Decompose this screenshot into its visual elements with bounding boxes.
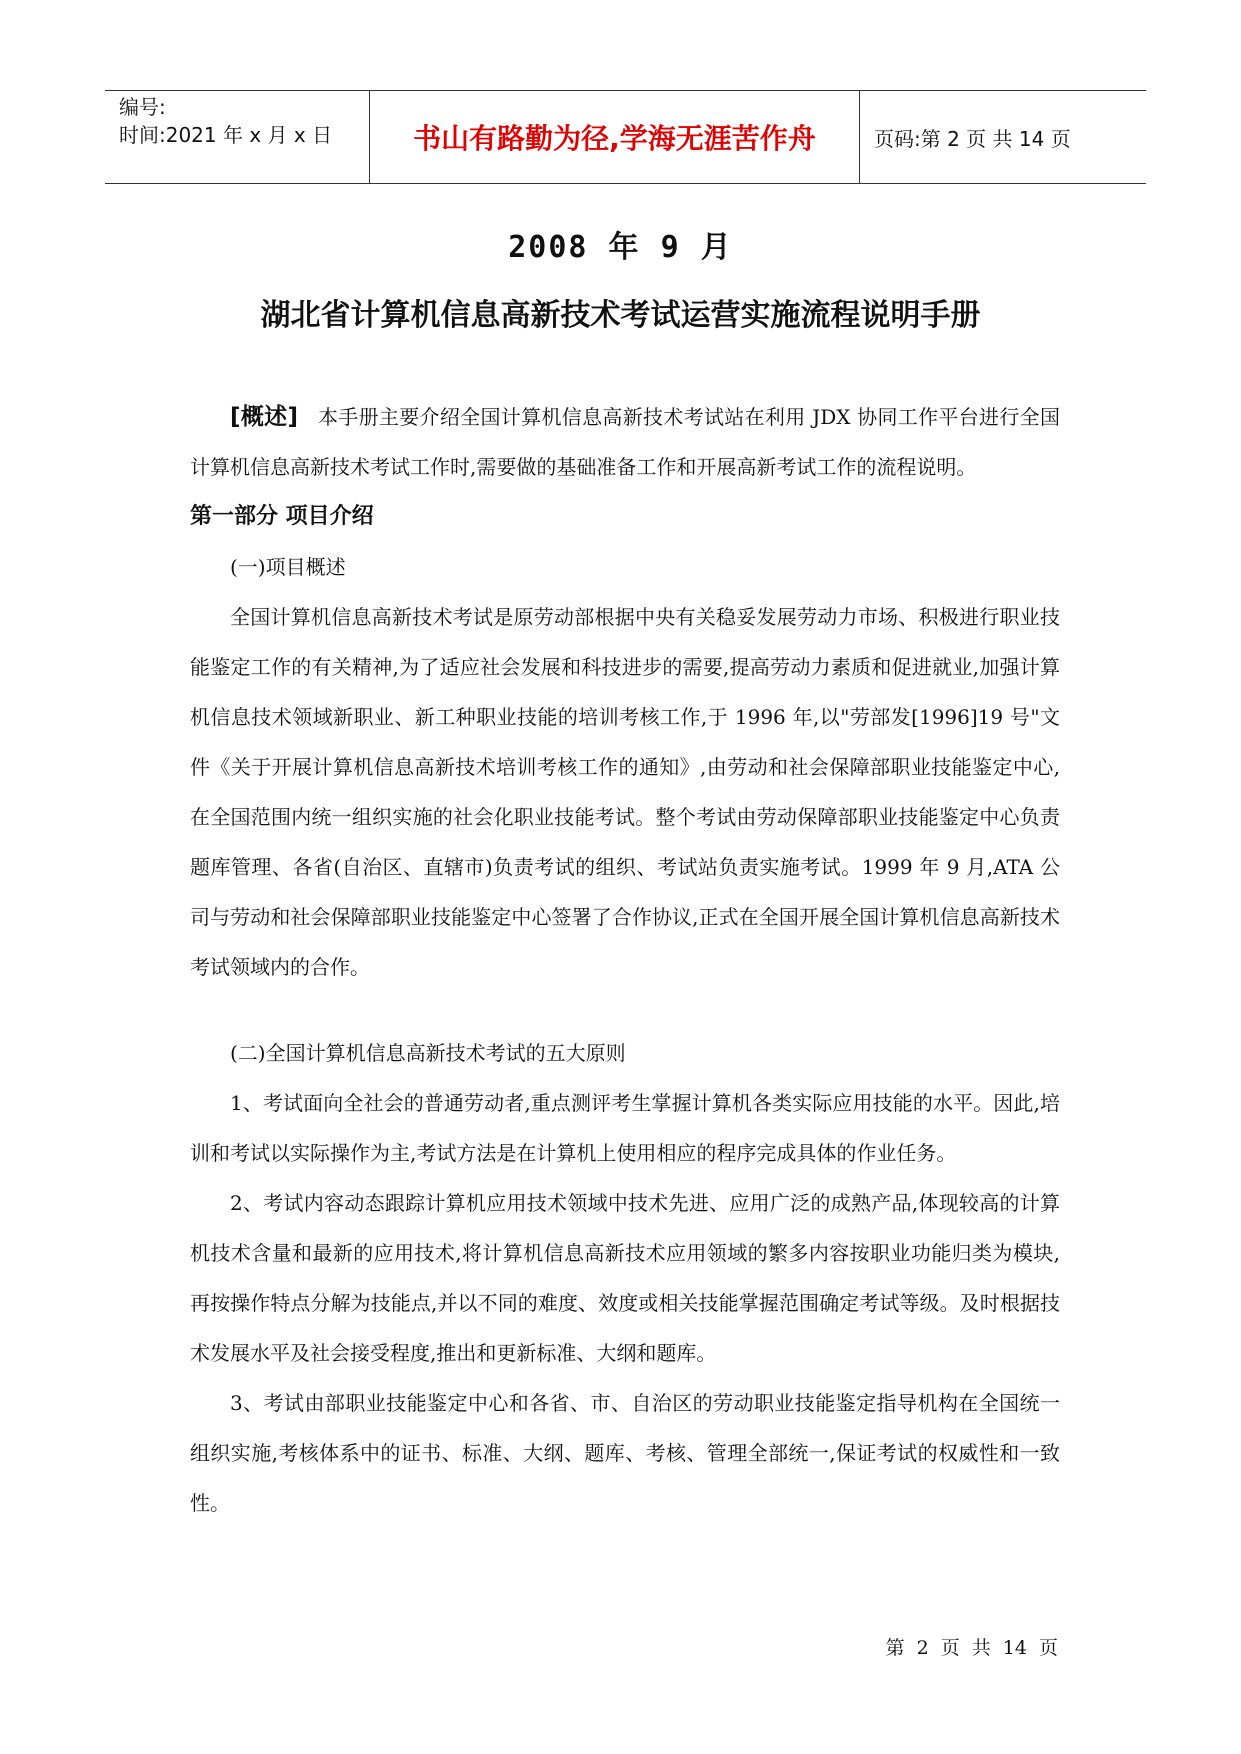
header-motto: 书山有路勤为径,学海无涯苦作舟 — [370, 91, 860, 183]
date-title: 2008 年 9 月 — [508, 230, 733, 265]
header-number-label: 编号: — [119, 95, 166, 119]
page-footer: 第 2 页 共 14 页 — [885, 1637, 1058, 1659]
spacer — [190, 992, 1060, 1028]
header-info-cell — [105, 91, 370, 183]
header-page-code: 页码:第 2 页 共 14 页 — [874, 126, 1071, 151]
sec2-heading: (二)全国计算机信息高新技术考试的五大原则 — [230, 1041, 626, 1065]
page-header — [105, 90, 1146, 184]
overview-label: [概述] — [230, 404, 298, 430]
part1-title: 第一部分 项目介绍 — [190, 504, 374, 529]
sec1-heading: (一)项目概述 — [230, 555, 346, 579]
principle-2: 2、考试内容动态跟踪计算机应用技术领域中技术先进、应用广泛的成熟产品,体现较高的计算机技术含量和最新的应用技术,将计算机信息高新技术应用领域的繁多内容按职业功能归类为模块,再按操作特点分解为技能点,并以不同的难度、效度或相关技能掌握范围确定考试等级。及时根据技术发展水平及社会接受程度,推出和更新标准、大纲和题库。 — [190, 1191, 1060, 1365]
header-time: 时间:2021 年 x 月 x 日 — [119, 123, 333, 147]
sec1-paragraph: 全国计算机信息高新技术考试是原劳动部根据中央有关稳妥发展劳动力市场、积极进行职业技能鉴定工作的有关精神,为了适应社会发展和科技进步的需要,提高劳动力素质和促进就业,加强计算机信息技术领域新职业、新工种职业技能的培训考核工作,于 1996 年,以"劳部发[1996]19 号"文件《关于开展计算机信息高新技术培训考核工作的通知》,由劳动和社会保障部职业技能鉴定中心,在全国范围内统一组织实施的社会化职业技能考试。整个考试由劳动保障部职业技能鉴定中心负责题库管理、各省(自治区、直辖市)负责考试的组织、考试站负责实施考试。1999 年 9 月,ATA 公司与劳动和社会保障部职业技能鉴定中心签署了合作协议,正式在全国开展全国计算机信息高新技术考试领域内的合作。 — [190, 605, 1060, 979]
principle-3: 3、考试由部职业技能鉴定中心和各省、市、自治区的劳动职业技能鉴定指导机构在全国统一组织实施,考核体系中的证书、标准、大纲、题库、考核、管理全部统一,保证考试的权威性和一致性。 — [190, 1391, 1060, 1515]
document-body — [190, 392, 1060, 1528]
overview-paragraph — [190, 392, 1060, 492]
overview-text: 本手册主要介绍全国计算机信息高新技术考试站在利用 JDX 协同工作平台进行全国计算机信息高新技术考试工作时,需要做的基础准备工作和开展高新考试工作的流程说明。 — [190, 405, 1060, 479]
main-title: 湖北省计算机信息高新技术考试运营实施流程说明手册 — [260, 298, 981, 333]
principle-1: 1、考试面向全社会的普通劳动者,重点测评考生掌握计算机各类实际应用技能的水平。因此,培训和考试以实际操作为主,考试方法是在计算机上使用相应的程序完成具体的作业任务。 — [190, 1091, 1060, 1165]
